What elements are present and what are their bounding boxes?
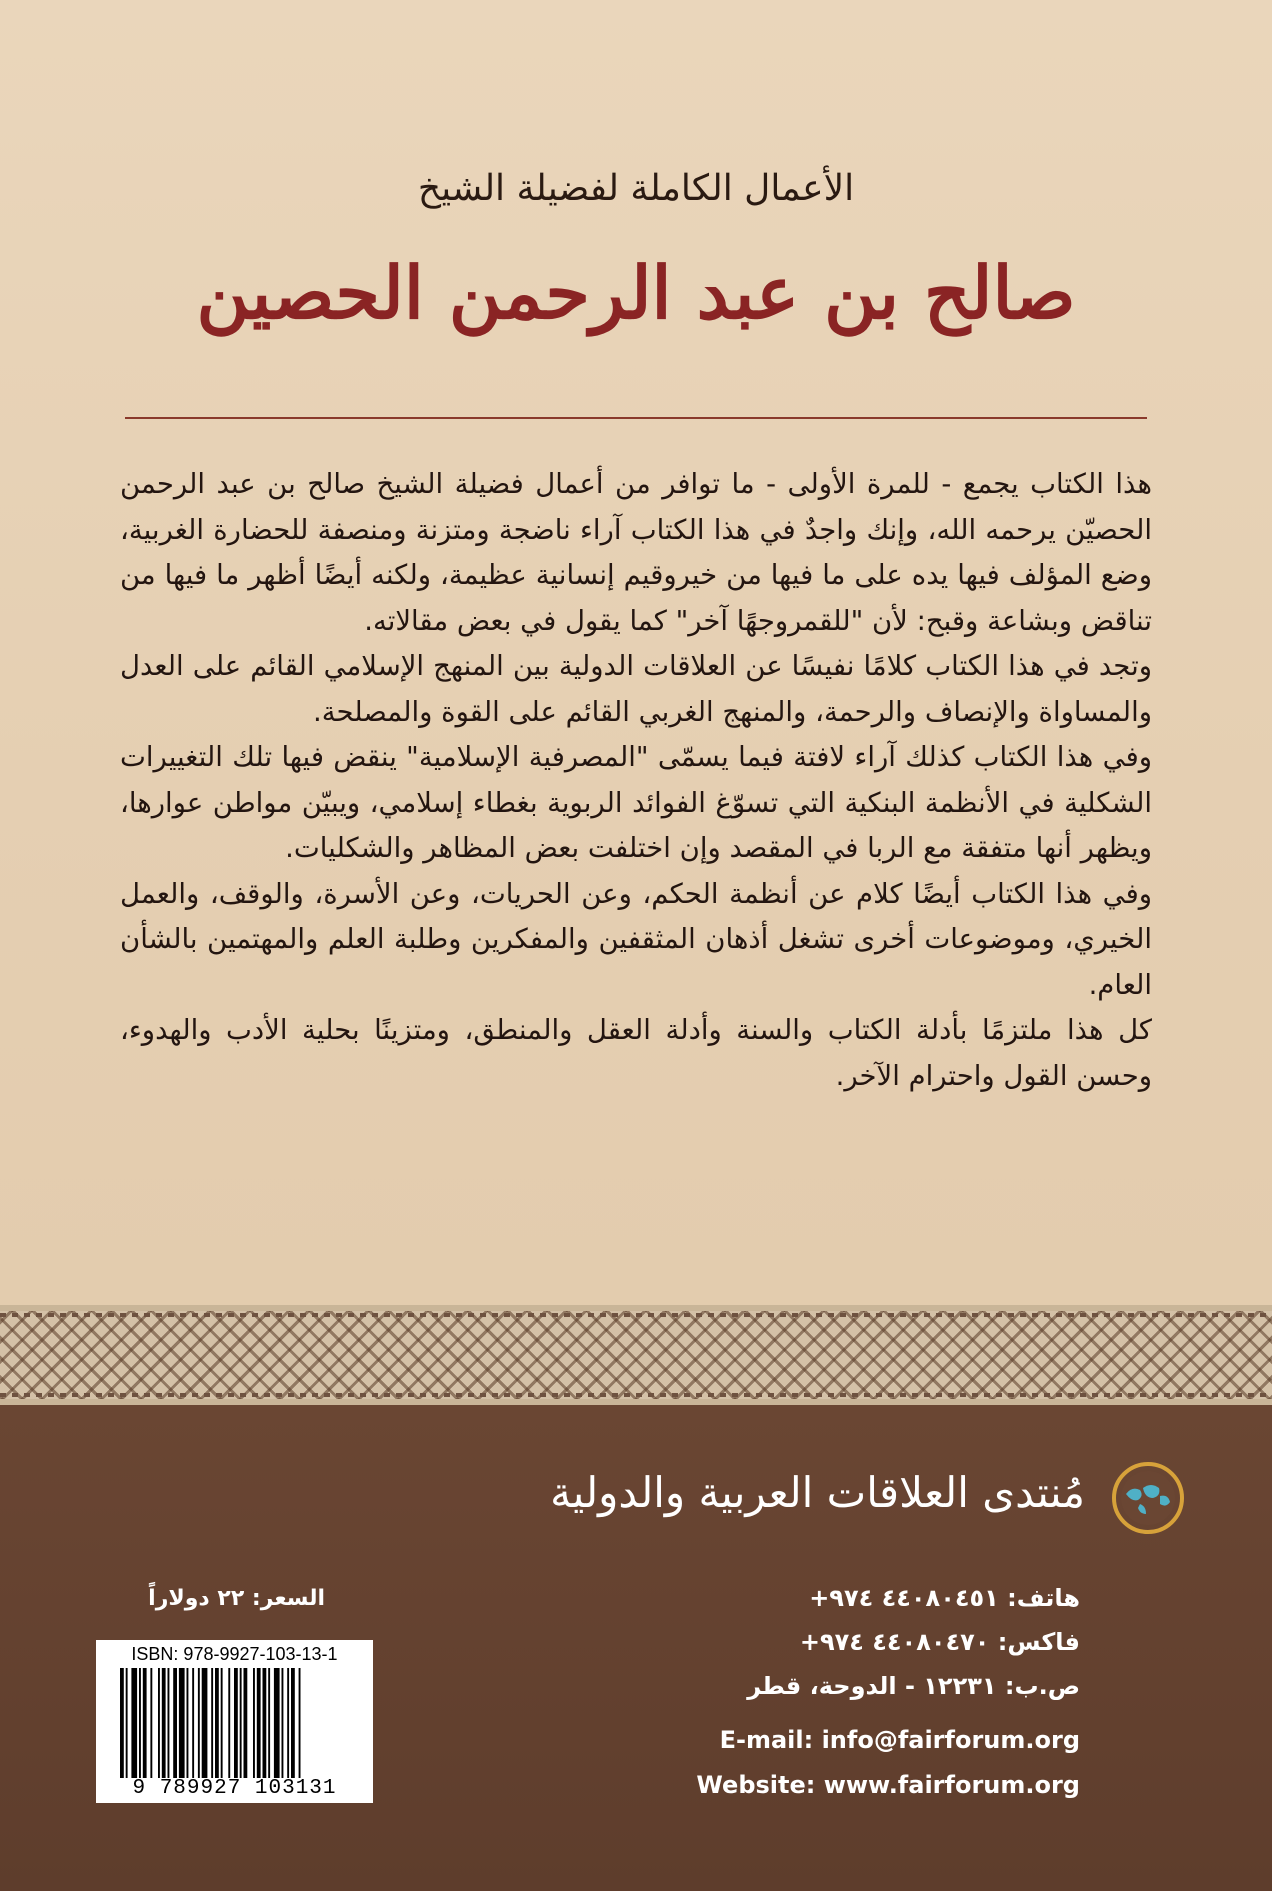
barcode-bar bbox=[282, 1668, 284, 1778]
barcode bbox=[96, 1640, 373, 1803]
cover-subtitle: الأعمال الكاملة لفضيلة الشيخ bbox=[417, 168, 855, 209]
po-box: ص.ب: ١٢٢٣١ - الدوحة، قطر bbox=[747, 1672, 1080, 1700]
blurb-paragraph-4: وفي هذا الكتاب أيضًا كلام عن أنظمة الحكم، وعن الحريات، وعن الأسرة، والوقف، والعمل الخيري، وموضوعات أخرى تشغل أذهان المثقفين والمفكرين وطلبة العلم والمهتمين بالشأن العام. bbox=[120, 877, 1152, 1001]
blurb-paragraph-2: وتجد في هذا الكتاب كلامًا نفيسًا عن العلاقات الدولية بين المنهج الإسلامي القائم على العدل والمساواة والإنصاف والرحمة، والمنهج الغربي القائم على القوة والمصلحة. bbox=[120, 650, 1152, 728]
barcode-bar bbox=[234, 1668, 238, 1778]
website-address: Website: www.fairforum.org bbox=[696, 1771, 1080, 1799]
barcode-bar bbox=[150, 1668, 152, 1778]
barcode-bar bbox=[287, 1668, 289, 1778]
blurb bbox=[120, 462, 1152, 1099]
barcode-bar bbox=[240, 1668, 242, 1778]
barcode-bar bbox=[244, 1668, 248, 1778]
publisher-name: مُنتدى العلاقات العربية والدولية bbox=[550, 1468, 1085, 1517]
ornamental-band bbox=[0, 1305, 1272, 1405]
barcode-bar bbox=[268, 1668, 270, 1778]
isbn-label: ISBN: 978-9927-103-13-1 bbox=[131, 1644, 338, 1664]
barcode-bar bbox=[291, 1668, 295, 1778]
barcode-bar bbox=[257, 1668, 261, 1778]
email-address: E-mail: info@fairforum.org bbox=[719, 1726, 1080, 1754]
title-divider bbox=[125, 417, 1147, 419]
barcode-bar bbox=[179, 1668, 185, 1778]
phone-number: هاتف: ٤٤٠٨٠٤٥١ ٩٧٤+ bbox=[809, 1584, 1080, 1612]
barcode-bar bbox=[187, 1668, 189, 1778]
band-dots-top bbox=[0, 1313, 1272, 1317]
barcode-bar bbox=[198, 1668, 200, 1778]
publisher-logo-icon bbox=[1110, 1460, 1186, 1536]
price-label: السعر: ٢٢ دولاراً bbox=[148, 1586, 325, 1611]
barcode-bar bbox=[126, 1668, 128, 1778]
barcode-bar bbox=[202, 1668, 208, 1778]
barcode-bar bbox=[143, 1668, 147, 1778]
barcode-bar bbox=[299, 1668, 301, 1778]
blurb-paragraph-3: وفي هذا الكتاب كذلك آراء لافتة فيما يسمّى "المصرفية الإسلامية" ينقض فيها تلك التغييرات الشكلية في الأنظمة البنكية التي تسوّغ الفوائد الربوية بغطاء إسلامي، ويبيّن مواطن عوارها، ويظهر أنها متفقة مع الربا في المقصد وإن اختلفت بعض المظاهر والشكليات. bbox=[120, 741, 1152, 864]
barcode-bar bbox=[131, 1668, 137, 1778]
cover-title: صالح بن عبد الرحمن الحصين bbox=[196, 250, 1076, 335]
barcode-bar bbox=[192, 1668, 194, 1778]
barcode-bar bbox=[263, 1668, 267, 1778]
fax-number: فاكس: ٤٤٠٨٠٤٧٠ ٩٧٤+ bbox=[799, 1628, 1080, 1656]
barcode-bar bbox=[253, 1668, 255, 1778]
band-dots-bottom bbox=[0, 1393, 1272, 1397]
barcode-bar bbox=[158, 1668, 160, 1778]
barcode-bar bbox=[173, 1668, 177, 1778]
barcode-bar bbox=[120, 1668, 124, 1778]
blurb-paragraph-1: هذا الكتاب يجمع - للمرة الأولى - ما توافر من أعمال فضيلة الشيخ صالح بن عبد الرحمن الحصيّن يرحمه الله، وإنك واجدٌ في هذا الكتاب آراء ناضجة ومتزنة ومنصفة للحضارة الغربية، وضع المؤلف فيها يده على ما فيها من خيروقيم إنسانية عظيمة، ولكنه أيضًا أظهر ما فيها من تناقض وبشاعة وقبح: لأن "للقمروجهًا آخر" كما يقول في بعض مقالاته. bbox=[120, 468, 1152, 637]
barcode-bar bbox=[168, 1668, 170, 1778]
barcode-bar bbox=[228, 1668, 230, 1778]
barcode-number: 9 789927 103131 bbox=[132, 1777, 337, 1800]
barcode-bars bbox=[120, 1668, 360, 1778]
barcode-bar bbox=[162, 1668, 166, 1778]
barcode-bar bbox=[211, 1668, 213, 1778]
barcode-bar bbox=[139, 1668, 141, 1778]
barcode-bar bbox=[221, 1668, 223, 1778]
blurb-paragraph-5: كل هذا ملتزمًا بأدلة الكتاب والسنة وأدلة العقل والمنطق، ومتزينًا بحلية الأدب والهدوء، وحسن القول واحترام الآخر. bbox=[120, 1014, 1152, 1092]
barcode-bar bbox=[274, 1668, 280, 1778]
barcode-bar bbox=[215, 1668, 219, 1778]
